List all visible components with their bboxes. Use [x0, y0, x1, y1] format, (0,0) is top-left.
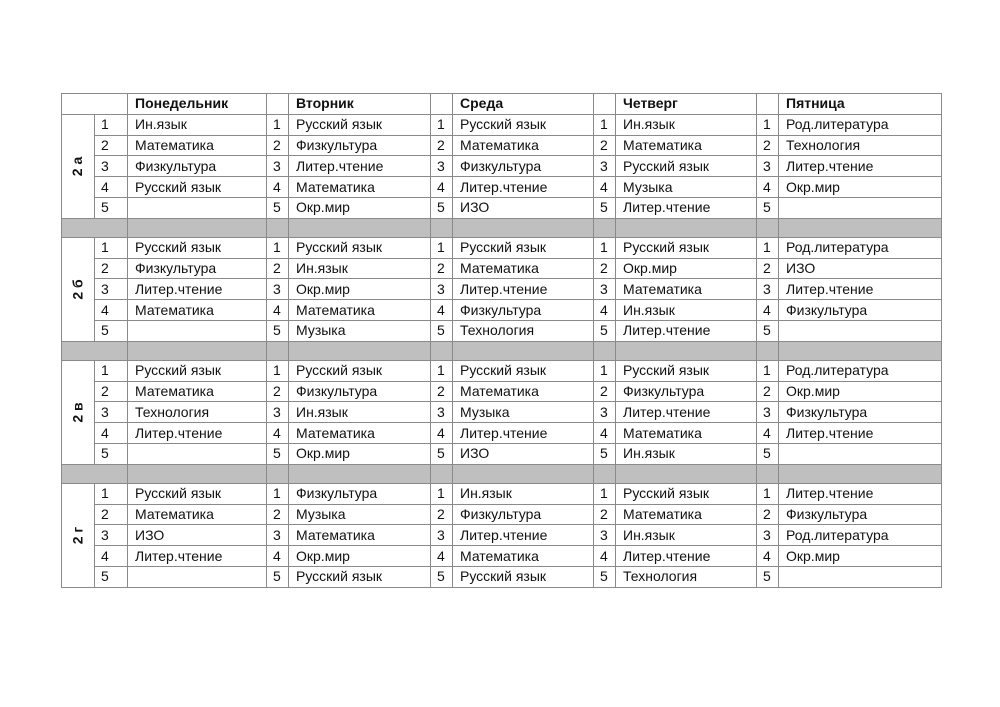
lesson-subject	[779, 566, 942, 587]
class-label: 2 б	[69, 279, 86, 300]
lesson-number: 3	[95, 402, 128, 423]
lesson-subject: Окр.мир	[289, 546, 431, 567]
lesson-number: 3	[757, 525, 779, 546]
lesson-number: 4	[267, 177, 289, 198]
class-label: 2 г	[69, 526, 86, 544]
lesson-number: 4	[757, 177, 779, 198]
lesson-subject	[779, 443, 942, 464]
lesson-number: 5	[594, 197, 616, 218]
lesson-row	[62, 546, 942, 567]
lesson-row	[62, 566, 942, 587]
lesson-subject: Русский язык	[289, 360, 431, 381]
lesson-subject	[128, 320, 267, 341]
lesson-subject: Математика	[128, 381, 267, 402]
day-header: Пятница	[779, 94, 942, 115]
lesson-number: 3	[757, 279, 779, 300]
lesson-number: 4	[431, 546, 453, 567]
lesson-number: 4	[267, 546, 289, 567]
separator-cell	[267, 341, 289, 360]
lesson-number: 4	[95, 177, 128, 198]
separator-cell	[616, 464, 757, 483]
lesson-subject: ИЗО	[779, 258, 942, 279]
lesson-number: 5	[267, 197, 289, 218]
lesson-number: 4	[95, 546, 128, 567]
lesson-subject: Окр.мир	[289, 279, 431, 300]
lesson-subject: Род.литература	[779, 237, 942, 258]
lesson-subject: Литер.чтение	[616, 320, 757, 341]
lesson-number: 4	[594, 177, 616, 198]
lesson-number: 2	[431, 135, 453, 156]
lesson-number: 5	[267, 320, 289, 341]
lesson-subject: Литер.чтение	[453, 279, 594, 300]
lesson-subject: Ин.язык	[453, 483, 594, 504]
lesson-number: 2	[267, 258, 289, 279]
day-header: Четверг	[616, 94, 757, 115]
lesson-number: 1	[431, 114, 453, 135]
schedule-table	[61, 93, 942, 588]
lesson-number: 3	[95, 279, 128, 300]
lesson-number: 4	[757, 423, 779, 444]
lesson-subject: ИЗО	[453, 443, 594, 464]
lesson-subject: Ин.язык	[289, 402, 431, 423]
lesson-number: 1	[594, 360, 616, 381]
lesson-number: 2	[95, 381, 128, 402]
lesson-number: 5	[757, 197, 779, 218]
lesson-number: 3	[757, 402, 779, 423]
separator-cell	[128, 464, 267, 483]
separator-row	[62, 218, 942, 237]
lesson-number: 4	[95, 300, 128, 321]
lesson-row	[62, 360, 942, 381]
separator-cell	[267, 464, 289, 483]
lesson-subject: Русский язык	[289, 237, 431, 258]
lesson-subject: Музыка	[453, 402, 594, 423]
lesson-subject: Физкультура	[128, 258, 267, 279]
separator-cell	[62, 464, 128, 483]
lesson-subject: Литер.чтение	[453, 423, 594, 444]
separator-cell	[289, 218, 431, 237]
lesson-subject: Окр.мир	[779, 177, 942, 198]
lesson-number: 4	[431, 423, 453, 444]
lesson-subject	[128, 566, 267, 587]
lesson-subject: Окр.мир	[616, 258, 757, 279]
lesson-subject: Технология	[453, 320, 594, 341]
lesson-subject: Математика	[289, 300, 431, 321]
lesson-subject: Род.литература	[779, 525, 942, 546]
lesson-number: 3	[757, 156, 779, 177]
lesson-subject: Математика	[616, 504, 757, 525]
day-header: Среда	[453, 94, 594, 115]
lesson-number: 2	[594, 381, 616, 402]
lesson-subject: Физкультура	[453, 504, 594, 525]
lesson-subject: Русский язык	[289, 566, 431, 587]
lesson-subject: Литер.чтение	[616, 402, 757, 423]
lesson-row	[62, 237, 942, 258]
lesson-subject: Физкультура	[779, 300, 942, 321]
separator-cell	[431, 218, 453, 237]
separator-cell	[594, 341, 616, 360]
lesson-subject: Литер.чтение	[128, 423, 267, 444]
lesson-number: 4	[757, 300, 779, 321]
lesson-number: 5	[594, 443, 616, 464]
lesson-number: 5	[594, 320, 616, 341]
lesson-subject: Математика	[616, 423, 757, 444]
lesson-row	[62, 381, 942, 402]
lesson-subject: Русский язык	[616, 237, 757, 258]
lesson-number: 4	[431, 177, 453, 198]
lesson-row	[62, 483, 942, 504]
lesson-number: 1	[267, 237, 289, 258]
lesson-subject: Окр.мир	[779, 546, 942, 567]
separator-cell	[289, 341, 431, 360]
separator-cell	[453, 218, 594, 237]
separator-row	[62, 464, 942, 483]
lesson-number: 1	[431, 360, 453, 381]
header-num-cell	[267, 94, 289, 115]
lesson-subject	[779, 320, 942, 341]
lesson-subject: Ин.язык	[616, 525, 757, 546]
lesson-subject: Технология	[616, 566, 757, 587]
lesson-row	[62, 156, 942, 177]
lesson-number: 1	[757, 483, 779, 504]
lesson-number: 4	[267, 423, 289, 444]
separator-cell	[757, 218, 779, 237]
lesson-number: 1	[594, 237, 616, 258]
lesson-subject: Математика	[453, 381, 594, 402]
lesson-row	[62, 402, 942, 423]
lesson-subject: Русский язык	[128, 177, 267, 198]
lesson-subject: Литер.чтение	[453, 177, 594, 198]
lesson-subject: Русский язык	[128, 237, 267, 258]
lesson-number: 4	[431, 300, 453, 321]
lesson-subject	[128, 197, 267, 218]
lesson-subject: Математика	[453, 546, 594, 567]
lesson-number: 4	[757, 546, 779, 567]
lesson-number: 4	[594, 300, 616, 321]
lesson-number: 1	[757, 114, 779, 135]
lesson-number: 1	[95, 114, 128, 135]
class-cell	[62, 237, 95, 341]
lesson-number: 5	[267, 443, 289, 464]
lesson-subject: Род.литература	[779, 360, 942, 381]
lesson-row	[62, 279, 942, 300]
lesson-subject: Литер.чтение	[128, 279, 267, 300]
lesson-number: 2	[267, 135, 289, 156]
lesson-number: 3	[594, 402, 616, 423]
lesson-number: 1	[95, 483, 128, 504]
lesson-row	[62, 300, 942, 321]
separator-cell	[62, 341, 128, 360]
lesson-number: 3	[431, 156, 453, 177]
lesson-number: 2	[431, 381, 453, 402]
lesson-subject: Окр.мир	[289, 443, 431, 464]
lesson-subject: Литер.чтение	[616, 546, 757, 567]
lesson-number: 5	[431, 197, 453, 218]
lesson-number: 2	[757, 258, 779, 279]
lesson-number: 1	[267, 114, 289, 135]
lesson-subject: Физкультура	[453, 156, 594, 177]
separator-row	[62, 341, 942, 360]
lesson-subject: Музыка	[289, 504, 431, 525]
class-cell	[62, 360, 95, 464]
lesson-subject: Математика	[289, 525, 431, 546]
lesson-subject: Русский язык	[453, 237, 594, 258]
lesson-subject: Физкультура	[289, 483, 431, 504]
lesson-row	[62, 177, 942, 198]
class-cell	[62, 483, 95, 587]
lesson-subject: Физкультура	[289, 381, 431, 402]
lesson-number: 3	[95, 156, 128, 177]
lesson-subject: Физкультура	[779, 504, 942, 525]
lesson-number: 1	[95, 360, 128, 381]
lesson-number: 1	[431, 483, 453, 504]
separator-cell	[757, 464, 779, 483]
lesson-number: 4	[267, 300, 289, 321]
lesson-subject: Русский язык	[453, 566, 594, 587]
lesson-number: 2	[594, 135, 616, 156]
lesson-number: 2	[431, 504, 453, 525]
separator-cell	[128, 341, 267, 360]
day-header: Понедельник	[128, 94, 267, 115]
lesson-number: 3	[431, 279, 453, 300]
class-cell	[62, 114, 95, 218]
lesson-row	[62, 423, 942, 444]
lesson-number: 5	[95, 443, 128, 464]
lesson-number: 1	[594, 483, 616, 504]
header-num-cell	[594, 94, 616, 115]
lesson-number: 5	[95, 320, 128, 341]
lesson-subject: Русский язык	[616, 483, 757, 504]
lesson-subject: Русский язык	[128, 483, 267, 504]
lesson-row	[62, 197, 942, 218]
lesson-number: 3	[95, 525, 128, 546]
lesson-subject: Математика	[616, 279, 757, 300]
lesson-number: 1	[594, 114, 616, 135]
lesson-subject: Русский язык	[289, 114, 431, 135]
lesson-subject: Физкультура	[453, 300, 594, 321]
lesson-subject: Литер.чтение	[616, 197, 757, 218]
lesson-subject: Ин.язык	[289, 258, 431, 279]
lesson-subject: Музыка	[616, 177, 757, 198]
lesson-subject: Окр.мир	[779, 381, 942, 402]
lesson-subject: Физкультура	[616, 381, 757, 402]
lesson-subject: Литер.чтение	[779, 156, 942, 177]
lesson-subject: Математика	[453, 258, 594, 279]
lesson-number: 1	[267, 360, 289, 381]
lesson-number: 2	[95, 504, 128, 525]
lesson-number: 2	[594, 504, 616, 525]
separator-cell	[757, 341, 779, 360]
lesson-subject: Русский язык	[616, 156, 757, 177]
lesson-row	[62, 320, 942, 341]
lesson-row	[62, 258, 942, 279]
lesson-number: 5	[267, 566, 289, 587]
lesson-number: 2	[95, 135, 128, 156]
corner-cell	[62, 94, 128, 115]
separator-cell	[594, 218, 616, 237]
lesson-number: 5	[757, 443, 779, 464]
lesson-number: 3	[594, 525, 616, 546]
lesson-subject: Ин.язык	[616, 443, 757, 464]
lesson-subject: Литер.чтение	[453, 525, 594, 546]
lesson-row	[62, 504, 942, 525]
lesson-subject: Технология	[128, 402, 267, 423]
lesson-subject: Ин.язык	[128, 114, 267, 135]
separator-cell	[62, 218, 128, 237]
separator-cell	[453, 464, 594, 483]
lesson-subject: Литер.чтение	[779, 423, 942, 444]
lesson-subject: Русский язык	[128, 360, 267, 381]
lesson-number: 5	[594, 566, 616, 587]
lesson-number: 3	[594, 156, 616, 177]
lesson-number: 3	[431, 402, 453, 423]
header-num-cell	[431, 94, 453, 115]
lesson-number: 5	[95, 197, 128, 218]
lesson-subject: Математика	[289, 177, 431, 198]
day-header: Вторник	[289, 94, 431, 115]
separator-cell	[779, 341, 942, 360]
lesson-number: 3	[431, 525, 453, 546]
schedule-sheet	[61, 93, 942, 588]
lesson-number: 2	[431, 258, 453, 279]
lesson-subject: Литер.чтение	[289, 156, 431, 177]
lesson-subject: Математика	[289, 423, 431, 444]
lesson-number: 3	[267, 279, 289, 300]
separator-cell	[616, 218, 757, 237]
lesson-number: 1	[757, 360, 779, 381]
separator-cell	[267, 218, 289, 237]
separator-cell	[779, 464, 942, 483]
separator-cell	[431, 464, 453, 483]
separator-cell	[594, 464, 616, 483]
separator-cell	[453, 341, 594, 360]
lesson-subject: Математика	[453, 135, 594, 156]
lesson-number: 5	[431, 443, 453, 464]
lesson-number: 2	[95, 258, 128, 279]
lesson-subject: Русский язык	[453, 114, 594, 135]
lesson-row	[62, 443, 942, 464]
lesson-subject: Ин.язык	[616, 300, 757, 321]
lesson-number: 3	[267, 525, 289, 546]
lesson-number: 5	[431, 566, 453, 587]
separator-cell	[616, 341, 757, 360]
lesson-subject: Математика	[128, 135, 267, 156]
lesson-subject: ИЗО	[453, 197, 594, 218]
lesson-subject: ИЗО	[128, 525, 267, 546]
class-label: 2 в	[69, 402, 86, 423]
lesson-number: 5	[95, 566, 128, 587]
lesson-subject: Литер.чтение	[779, 483, 942, 504]
class-label: 2 а	[69, 156, 86, 177]
lesson-number: 5	[757, 320, 779, 341]
lesson-number: 2	[757, 504, 779, 525]
lesson-subject: Литер.чтение	[128, 546, 267, 567]
header-num-cell	[757, 94, 779, 115]
lesson-subject: Музыка	[289, 320, 431, 341]
lesson-number: 3	[594, 279, 616, 300]
lesson-subject: Математика	[128, 504, 267, 525]
lesson-number: 4	[594, 546, 616, 567]
lesson-number: 1	[431, 237, 453, 258]
lesson-subject: Физкультура	[779, 402, 942, 423]
lesson-subject: Русский язык	[616, 360, 757, 381]
lesson-subject: Окр.мир	[289, 197, 431, 218]
lesson-number: 1	[95, 237, 128, 258]
separator-cell	[289, 464, 431, 483]
lesson-number: 4	[594, 423, 616, 444]
lesson-number: 2	[757, 135, 779, 156]
lesson-row	[62, 114, 942, 135]
separator-cell	[779, 218, 942, 237]
lesson-subject: Математика	[128, 300, 267, 321]
lesson-subject: Русский язык	[453, 360, 594, 381]
lesson-number: 2	[267, 504, 289, 525]
lesson-subject: Физкультура	[289, 135, 431, 156]
lesson-subject	[128, 443, 267, 464]
lesson-number: 2	[594, 258, 616, 279]
lesson-number: 5	[431, 320, 453, 341]
header-row	[62, 94, 942, 115]
lesson-number: 4	[95, 423, 128, 444]
lesson-number: 3	[267, 156, 289, 177]
lesson-subject: Физкультура	[128, 156, 267, 177]
lesson-subject	[779, 197, 942, 218]
lesson-subject: Род.литература	[779, 114, 942, 135]
separator-cell	[431, 341, 453, 360]
lesson-number: 5	[757, 566, 779, 587]
lesson-row	[62, 525, 942, 546]
lesson-subject: Ин.язык	[616, 114, 757, 135]
lesson-row	[62, 135, 942, 156]
lesson-number: 1	[267, 483, 289, 504]
lesson-number: 1	[757, 237, 779, 258]
schedule-body	[62, 94, 942, 588]
lesson-number: 3	[267, 402, 289, 423]
lesson-subject: Литер.чтение	[779, 279, 942, 300]
lesson-subject: Математика	[616, 135, 757, 156]
lesson-subject: Технология	[779, 135, 942, 156]
lesson-number: 2	[757, 381, 779, 402]
separator-cell	[128, 218, 267, 237]
lesson-number: 2	[267, 381, 289, 402]
